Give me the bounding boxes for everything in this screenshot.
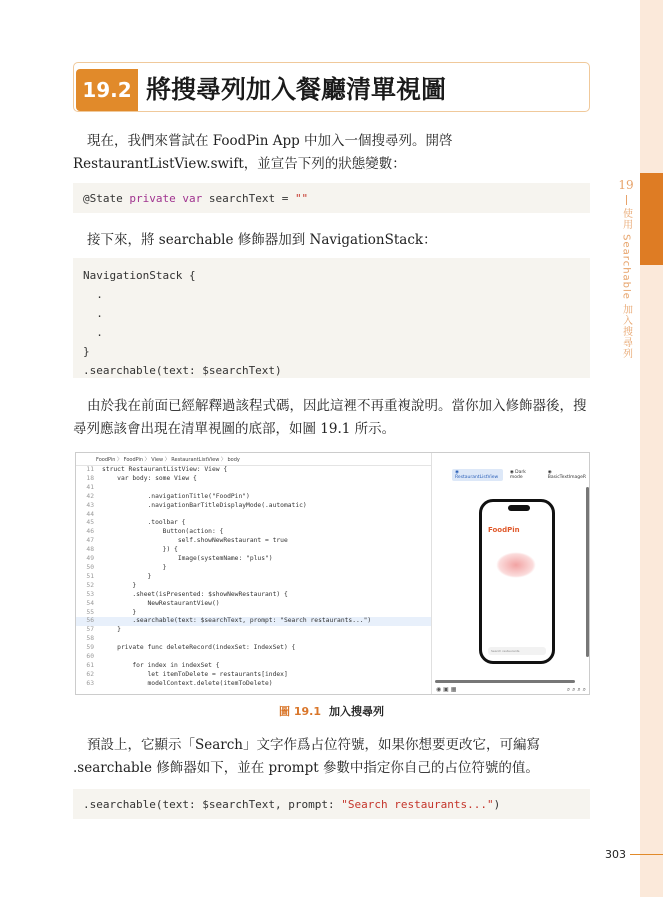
code-line[interactable] [76, 644, 431, 653]
code-line[interactable] [76, 617, 431, 626]
divider [626, 195, 627, 205]
iphone-preview [479, 499, 555, 664]
paragraph-4: 預設上，它顯示「Search」文字作爲占位符號，如果你想要更改它，可編寫 .searchable 修飾器如下，並在 prompt 參數中指定你自己的占位符號的值。 [73, 737, 540, 776]
code-line[interactable] [76, 555, 431, 564]
line-code: for index in indexSet { [102, 661, 220, 669]
chapter-side-label [617, 178, 635, 359]
chapter-title: 使用 Searchable 加入搜尋列 [620, 208, 632, 360]
line-code: let itemToDelete = restaurants[index] [102, 670, 288, 678]
code-line[interactable] [76, 662, 431, 671]
line-code [102, 653, 106, 660]
line-number: 56 [86, 617, 94, 625]
line-number: 60 [86, 653, 94, 661]
caption-number: 圖 19.1 [279, 705, 321, 718]
code-line[interactable] [76, 609, 431, 618]
paragraph-2: 接下來，將 searchable 修飾器加到 NavigationStack： [87, 232, 437, 248]
line-number: 61 [86, 661, 94, 669]
caption-text: 加入搜尋列 [328, 705, 384, 718]
preview-toolbar [436, 686, 586, 694]
code-block-2: NavigationStack { . . . } .searchable(text: $searchText) [73, 258, 590, 378]
line-code: struct RestaurantListView: View { [102, 466, 228, 473]
side-tab-strip [640, 0, 663, 897]
chapter-marker [640, 173, 663, 265]
line-number: 46 [86, 528, 94, 536]
line-code: } [102, 626, 121, 634]
code-line[interactable] [76, 484, 431, 493]
line-code: .searchable(text: $searchText, prompt: "Search restaurants...") [102, 617, 372, 625]
code-text: ) [493, 798, 501, 811]
line-code: } [102, 581, 137, 589]
line-number: 11 [86, 466, 94, 473]
line-number: 43 [86, 501, 94, 509]
line-number: 48 [86, 546, 94, 554]
code-line[interactable] [76, 680, 431, 689]
line-number: 52 [86, 581, 94, 589]
live-icon[interactable]: ◉ ▣ ▦ [436, 686, 457, 693]
line-number: 47 [86, 537, 94, 545]
section-number: 19.2 [76, 69, 138, 111]
vertical-scrollbar[interactable] [586, 487, 589, 657]
code-text: searchText = [208, 192, 295, 205]
code-line[interactable] [76, 564, 431, 573]
zoom-icon[interactable]: ⌕ ⌕ ⌕ ⌕ [566, 686, 586, 693]
line-code: .navigationTitle("FoodPin") [102, 492, 250, 500]
code-line[interactable] [76, 493, 431, 502]
line-number: 53 [86, 590, 94, 598]
line-number: 54 [86, 599, 94, 607]
code-string: "" [294, 192, 309, 205]
code-line[interactable] [76, 475, 431, 484]
line-code: self.showNewRestaurant = true [102, 537, 288, 545]
code-line[interactable] [76, 626, 431, 635]
code-line[interactable] [76, 635, 431, 644]
line-code: }) { [102, 546, 178, 554]
code-keyword: private var [129, 192, 209, 205]
dynamic-island [508, 505, 530, 511]
preview-tabs [452, 469, 590, 481]
line-number: 18 [86, 474, 94, 482]
line-code: modelContext.delete(itemToDelete) [102, 679, 273, 687]
line-number: 59 [86, 644, 94, 652]
preview-tab[interactable]: ◉ BasicTextImageR [547, 470, 586, 480]
line-number: 50 [86, 563, 94, 571]
line-code: } [102, 563, 167, 571]
line-code [102, 511, 106, 518]
line-number: 62 [86, 670, 94, 678]
code-block-3 [73, 789, 590, 819]
line-code: Image(systemName: "plus") [102, 555, 273, 563]
code-line[interactable] [76, 511, 431, 520]
preview-tab[interactable]: ◉ Dark mode [509, 470, 526, 480]
line-code: } [102, 572, 152, 580]
code-text: @State [83, 192, 130, 205]
page-number: 303 [605, 848, 626, 861]
code-line[interactable] [76, 546, 431, 555]
line-code: private func deleteRecord(indexSet: IndexSet) { [102, 644, 296, 652]
code-line[interactable] [76, 591, 431, 600]
code-text: .searchable(text: $searchText, prompt: [83, 798, 342, 811]
code-line[interactable] [76, 582, 431, 591]
line-code: } [102, 608, 137, 616]
code-line[interactable] [76, 466, 431, 475]
app-title: FoodPin [488, 526, 520, 534]
code-line[interactable] [76, 600, 431, 609]
horizontal-scrollbar[interactable] [435, 680, 575, 683]
line-number: 49 [86, 555, 94, 563]
code-line[interactable] [76, 528, 431, 537]
line-number: 63 [86, 679, 94, 687]
line-number: 42 [86, 492, 94, 500]
search-bar[interactable]: Search restaurants [488, 647, 546, 655]
line-number: 58 [86, 635, 94, 643]
line-code: NewRestaurantView() [102, 599, 220, 607]
code-editor [76, 466, 431, 695]
line-code [102, 484, 106, 491]
line-code: .navigationBarTitleDisplayMode(.automatic) [102, 501, 307, 509]
figure-xcode-screenshot [75, 452, 590, 695]
line-number: 57 [86, 626, 94, 634]
chapter-number: 19 [618, 178, 634, 192]
line-number: 45 [86, 519, 94, 527]
line-code: .toolbar { [102, 519, 186, 527]
code-line[interactable] [76, 671, 431, 680]
line-number: 51 [86, 572, 94, 580]
code-line[interactable] [76, 653, 431, 662]
line-code [102, 635, 106, 642]
line-code: var body: some View { [102, 474, 197, 482]
line-number: 41 [86, 483, 94, 491]
code-line[interactable] [76, 573, 431, 582]
code-line[interactable] [76, 519, 431, 528]
paragraph-3: 由於我在前面已經解釋過該程式碼，因此這裡不再重複說明。當你加入修飾器後，搜尋列應該會出現在清單視圖的底部，如圖 19.1 所示。 [73, 398, 587, 437]
line-code: .sheet(isPresented: $showNewRestaurant) { [102, 590, 288, 598]
code-line[interactable] [76, 502, 431, 511]
line-code: Button(action: { [102, 528, 224, 536]
page-number-rule [630, 854, 663, 855]
preview-tab[interactable]: ◉ RestaurantListView [452, 469, 503, 481]
line-number: 44 [86, 510, 94, 518]
paragraph-1: 現在，我們來嘗試在 FoodPin App 中加入一個搜尋列。開啓 RestaurantListView.swift，並宣告下列的狀態變數： [73, 133, 453, 172]
breadcrumb: FoodPin 〉 FoodPin 〉 View 〉 RestaurantListView 〉 body [76, 453, 431, 466]
code-block-1 [73, 183, 590, 213]
empty-state-illustration [496, 552, 536, 578]
code-line[interactable] [76, 537, 431, 546]
line-number: 55 [86, 608, 94, 616]
code-string: "Search restaurants..." [341, 798, 494, 811]
section-title: 將搜尋列加入餐廳清單視圖 [146, 75, 447, 104]
figure-caption [0, 703, 663, 719]
preview-canvas [431, 453, 590, 695]
